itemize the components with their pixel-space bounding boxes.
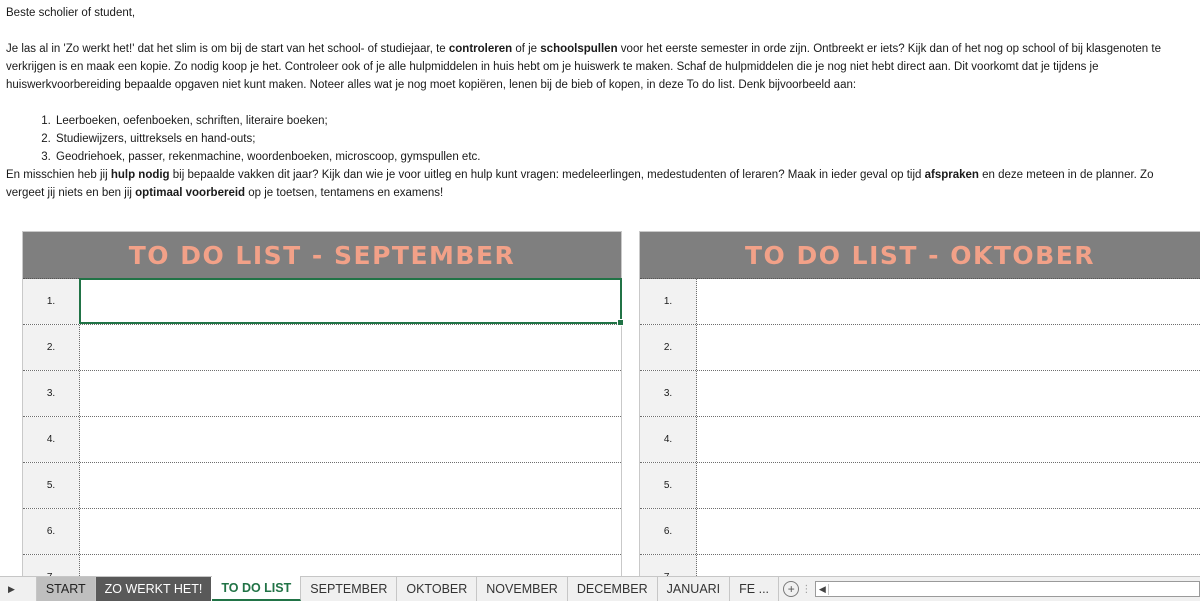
table-row — [23, 509, 621, 555]
para1-bold-schoolspullen: schoolspullen — [540, 43, 618, 55]
row-number: 6. — [23, 509, 80, 554]
play-right-icon[interactable]: ▶ — [8, 583, 15, 594]
para2-text-c: bij bepaalde vakken dit jaar? Kijk dan wie je voor uitleg en hulp kunt vragen: medeleerlingen, medestudenten of leraren? Maak in ieder geval op tijd — [169, 169, 925, 181]
scroll-left-icon[interactable]: ◀ — [816, 584, 829, 595]
para2-text-d: en deze meteen in de planner. Zo vergeet jij niets en ben jij — [6, 169, 1154, 199]
row-number: 4. — [23, 417, 80, 462]
horizontal-scrollbar[interactable] — [815, 581, 1200, 597]
todo-cell[interactable] — [697, 279, 1200, 324]
todo-list-september — [22, 231, 622, 579]
para2-text-e: op je toetsen, tentamens en examens! — [245, 187, 444, 199]
todo-cell[interactable] — [697, 371, 1200, 416]
row-number: 6. — [640, 509, 697, 554]
para1-text-d: voor het eerste semester in orde zijn. Ontbreekt er iets? Kijk dan of het nog op school of bij klasgenoten te verkrijgen is en maak een kopie. Zo nodig koop je het. Controleer ook of je alle hulpmiddelen in huis hebt om je huiswerk te maken. Schaf de hulpmiddelen die je nog niet hebt direct aan. Dit voorkomt dat je tijdens je huiswerkvoorbereiding bepaalde opgaven niet kunt maken. Noteer alles wat je nog moet kopiëren, lenen bij de bieb of kopen, in deze To do list. Denk bijvoorbeeld aan: — [6, 43, 1161, 91]
splitter-handle[interactable]: ⋮ — [801, 583, 812, 595]
row-number: 5. — [640, 463, 697, 508]
tab-oktober[interactable]: OKTOBER — [397, 577, 477, 601]
row-number: 2. — [23, 325, 80, 370]
para2-bold-afspraken: afspraken — [924, 169, 979, 181]
intro-paragraph-1 — [6, 40, 1186, 94]
table-row — [23, 325, 621, 371]
row-number: 2. — [640, 325, 697, 370]
selected-cell-cursor[interactable] — [79, 278, 622, 324]
todo-cell[interactable] — [80, 325, 621, 370]
todo-cell[interactable] — [80, 509, 621, 554]
tab-start[interactable]: START — [36, 577, 96, 601]
todo-oktober-title: TO DO LIST - OKTOBER — [640, 232, 1200, 279]
intro-paragraph-2 — [6, 166, 1186, 202]
tab-november[interactable]: NOVEMBER — [477, 577, 568, 601]
table-row — [23, 371, 621, 417]
row-number: 3. — [23, 371, 80, 416]
row-number: 5. — [23, 463, 80, 508]
table-row — [640, 463, 1200, 509]
para2-bold-hulp-nodig: hulp nodig — [110, 169, 170, 181]
table-row — [640, 371, 1200, 417]
tab-september[interactable]: SEPTEMBER — [301, 577, 397, 601]
tab-more[interactable]: FE ... — [730, 577, 779, 601]
table-row — [23, 463, 621, 509]
tab-to-do-list[interactable]: TO DO LIST — [212, 576, 301, 601]
tab-december[interactable]: DECEMBER — [568, 577, 658, 601]
todo-cell[interactable] — [697, 463, 1200, 508]
todo-list-oktober — [639, 231, 1200, 579]
para1-bold-controleren: controleren — [448, 43, 513, 55]
todo-cell[interactable] — [697, 417, 1200, 462]
row-number: 1. — [640, 279, 697, 324]
list-item: 2. Studiewijzers, uittreksels en hand-outs; — [54, 130, 1186, 148]
para1-text-a: Je las al in 'Zo werkt het!' dat het slim is om bij de start van het school- of studiejaar, te — [6, 43, 449, 55]
para2-bold-optimaal: optimaal voorbereid — [135, 187, 246, 199]
table-row — [640, 325, 1200, 371]
todo-cell[interactable] — [697, 509, 1200, 554]
list-item: 3. Geodriehoek, passer, rekenmachine, woordenboeken, microscoop, gymspullen etc. — [54, 148, 1186, 166]
para1-text-c: of je — [512, 43, 541, 55]
row-number: 3. — [640, 371, 697, 416]
todo-september-title: TO DO LIST - SEPTEMBER — [23, 232, 621, 279]
todo-cell[interactable] — [697, 325, 1200, 370]
todo-cell[interactable] — [80, 417, 621, 462]
sheet-tab-bar — [0, 576, 1200, 601]
para2-text-a: En misschien heb jij — [6, 169, 111, 181]
table-row — [640, 509, 1200, 555]
row-number: 1. — [23, 279, 80, 324]
intro-text — [6, 4, 1186, 202]
supplies-list — [6, 112, 1186, 166]
list-item: 1. Leerboeken, oefenboeken, schriften, literaire boeken; — [54, 112, 1186, 130]
row-number: 4. — [640, 417, 697, 462]
todo-cell[interactable] — [80, 463, 621, 508]
table-row — [23, 417, 621, 463]
tab-januari[interactable]: JANUARI — [658, 577, 730, 601]
todo-cell[interactable] — [80, 371, 621, 416]
greeting: Beste scholier of student, — [6, 7, 136, 19]
plus-circle-icon[interactable]: + — [779, 577, 803, 601]
tab-zo-werkt-het[interactable]: ZO WERKT HET! — [96, 577, 213, 601]
table-row — [640, 279, 1200, 325]
table-row — [640, 417, 1200, 463]
